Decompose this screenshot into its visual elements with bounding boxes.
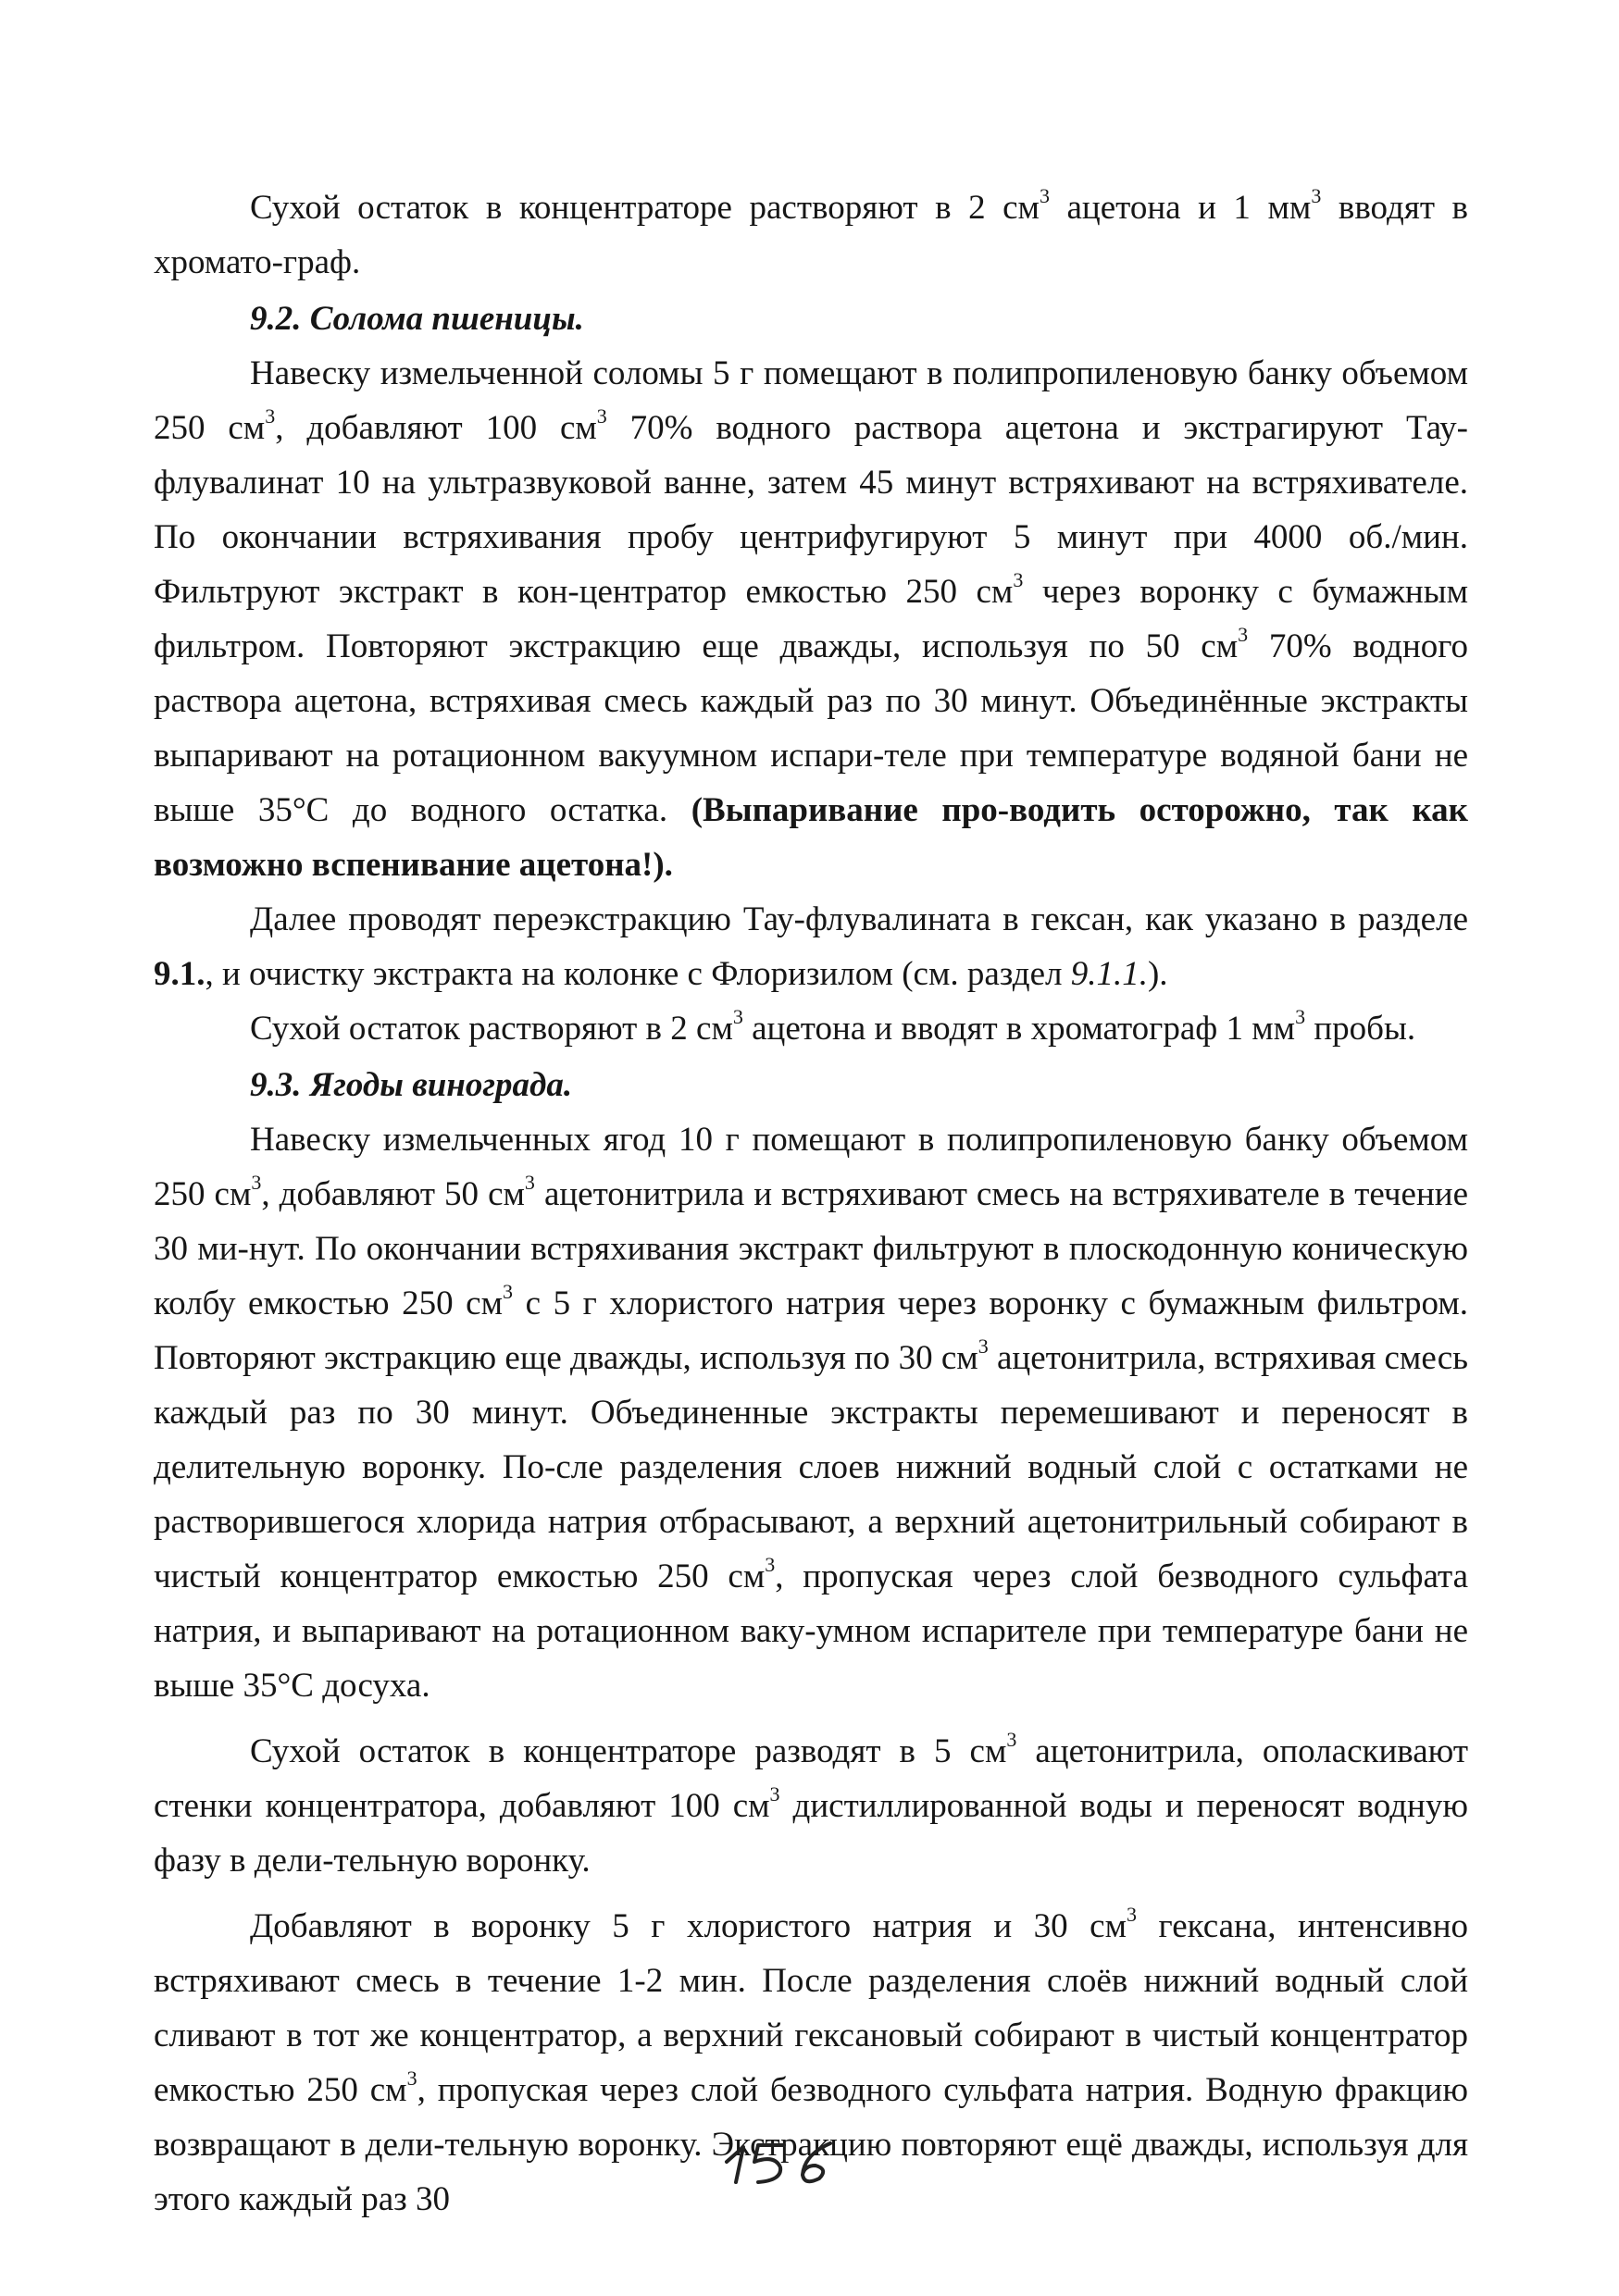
text-run: 70% водного раствора ацетона, встряхивая смесь каждый раз по 30 минут. Объединённые экстракты выпаривают на ротационном вакуумном испари-теле при температуре водяной бани не выше 35°С до водного остатка. xyxy=(154,627,1468,829)
text-run: пробы. xyxy=(1305,1010,1416,1048)
text-run: вводят в хромато-граф. xyxy=(154,189,1468,281)
text-run: через воронку с бумажным фильтром. Повторяют экстракцию еще дважды, используя по 50 см xyxy=(154,573,1468,665)
paragraph-dry-residue-2 xyxy=(154,1001,1468,1056)
superscript: 3 xyxy=(769,1781,780,1806)
superscript: 3 xyxy=(503,1279,514,1303)
superscript: 3 xyxy=(596,403,607,428)
text-run: гексана, интенсивно встряхивают смесь в течение 1-2 мин. После разделения слоёв нижний водный слой сливают в тот же концентратор, а верхний гексановый собирают в чистый концентратор емкостью 250 см xyxy=(154,1907,1468,2109)
text-run: , добавляют 50 см xyxy=(261,1175,525,1213)
text-run: , добавляют 100 см xyxy=(275,409,597,447)
text-run: , пропуская через слой безводного сульфата натрия, и выпаривают на ротационном ваку-умном испарителе при температуре бани не выше 35°С досуха. xyxy=(154,1558,1469,1705)
superscript: 3 xyxy=(1127,1902,1138,1926)
superscript: 3 xyxy=(765,1552,776,1576)
superscript: 3 xyxy=(1295,1004,1306,1028)
text-run: ацетонитрила, встряхивая смесь каждый раз по 30 минут. Объединенные экстракты перемешивают и переносят в делительную воронку. По-сле разделения слоев нижний водный слой с остатками не растворившегося хлорида натрия отбрасывают, а верхний ацетонитрильный собирают в чистый концентратор емкостью 250 см xyxy=(154,1339,1468,1595)
section-heading-9-3: 9.3. Ягоды винограда. xyxy=(250,1066,573,1104)
text-run: с 5 г хлористого натрия через воронку с бумажным фильтром. Повторяют экстракцию еще дважды, используя по 30 см xyxy=(154,1285,1468,1377)
superscript: 3 xyxy=(732,1004,743,1028)
section-reference: 9.1. xyxy=(154,955,205,993)
handwritten-page-number xyxy=(701,2127,886,2191)
superscript: 3 xyxy=(1006,1727,1017,1751)
text-run: Далее проводят переэкстракцию Тау-флувалината в гексан, как указано в разделе xyxy=(250,900,1468,938)
text-run: ацетонитрила и встряхивают смесь на встряхивателе в течение 30 ми-нут. По окончании встряхивания экстракт фильтруют в плоскодонную коническую колбу емкостью 250 см xyxy=(154,1175,1468,1322)
superscript: 3 xyxy=(978,1334,989,1358)
text-run: ацетона и вводят в хроматограф 1 мм xyxy=(742,1010,1296,1048)
section-reference: 9.1.1. xyxy=(1070,955,1148,993)
superscript: 3 xyxy=(265,403,276,428)
document-body xyxy=(154,180,1468,2227)
superscript: 3 xyxy=(1238,622,1249,646)
paragraph-grape-berries xyxy=(154,1112,1468,1713)
text-run: , и очистку экстракта на колонке с Флоризилом (см. раздел xyxy=(205,955,1071,993)
text-run: Навеску измельченных ягод 10 г помещают в полипропиленовую банку объемом 250 см xyxy=(154,1121,1468,1213)
superscript: 3 xyxy=(406,2066,417,2090)
section-heading-9-2: 9.2. Солома пшеницы. xyxy=(250,300,584,338)
warning-text: (Выпаривание про-водить осторожно, так как возможно вспенивание ацетона!). xyxy=(154,791,1469,884)
superscript: 3 xyxy=(1311,183,1322,207)
text-run: Сухой остаток в концентраторе растворяют в 2 см xyxy=(250,189,1040,227)
superscript: 3 xyxy=(1039,183,1050,207)
text-run: 70% водного раствора ацетона и экстрагируют Тау-флувалинат 10 на ультразвуковой ванне, затем 45 минут встряхивают на встряхивателе. По окончании встряхивания пробу центрифугируют 5 минут при 4000 об./мин. Фильтруют экстракт в кон-центратор емкостью 250 см xyxy=(154,409,1468,611)
paragraph-reextraction xyxy=(154,892,1468,1001)
text-run: Навеску измельченной соломы 5 г помещают в полипропиленовую банку объемом 250 см xyxy=(154,354,1468,447)
text-run: Сухой остаток растворяют в 2 см xyxy=(250,1010,733,1048)
text-run: ацетонитрила, ополаскивают стенки концентратора, добавляют 100 см xyxy=(154,1732,1468,1825)
text-run: ацетона и 1 мм xyxy=(1049,189,1312,227)
superscript: 3 xyxy=(251,1170,262,1194)
text-run: ). xyxy=(1147,955,1168,993)
paragraph-dry-residue-3 xyxy=(154,1724,1468,1888)
paragraph-wheat-straw xyxy=(154,346,1468,892)
superscript: 3 xyxy=(524,1170,535,1194)
paragraph-dry-residue-1 xyxy=(154,180,1468,290)
text-run: дистиллированной воды и переносят водную фазу в дели-тельную воронку. xyxy=(154,1787,1468,1880)
text-run: Добавляют в воронку 5 г хлористого натрия и 30 см xyxy=(250,1907,1127,1945)
superscript: 3 xyxy=(1013,567,1024,591)
text-run: , пропуская через слой безводного сульфата натрия. Водную фракцию возвращают в дели-тельную воронку. Экстракцию повторяют ещё дважды, используя для этого каждый раз 30 xyxy=(154,2071,1468,2218)
text-run: Сухой остаток в концентраторе разводят в 5 см xyxy=(250,1732,1007,1770)
